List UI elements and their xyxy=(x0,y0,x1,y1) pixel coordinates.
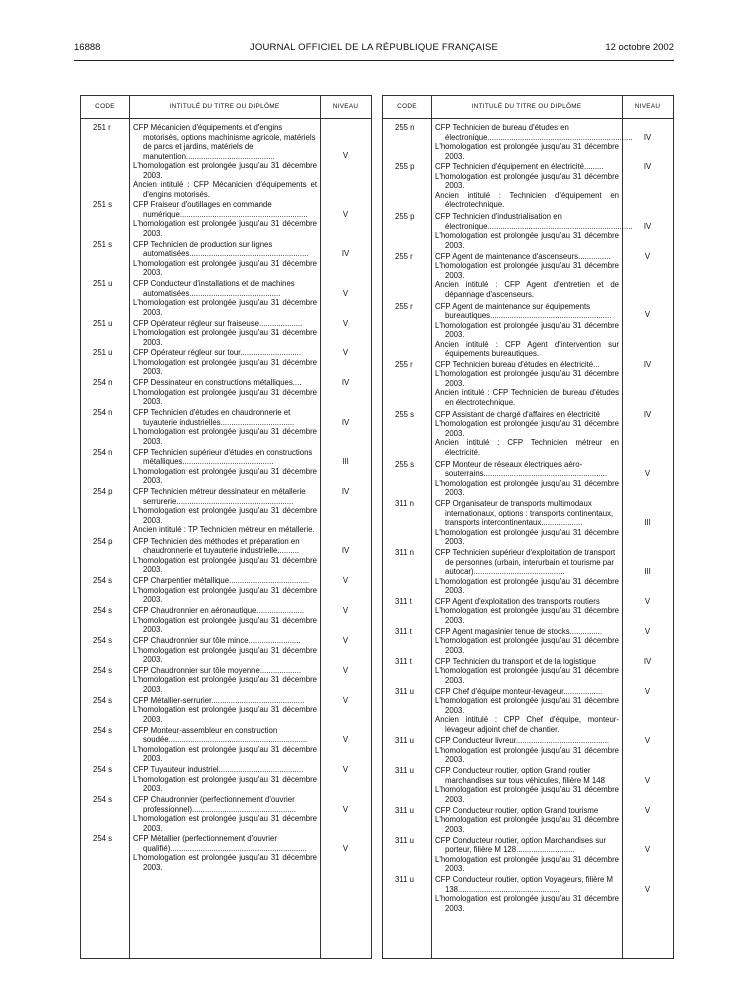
row-level-cell xyxy=(320,200,371,238)
page-number: 16888 xyxy=(74,42,101,53)
row-code: 254 s xyxy=(93,636,113,646)
row-code: 255 s xyxy=(395,459,415,469)
table-row xyxy=(81,576,371,605)
row-level: V xyxy=(342,665,349,675)
row-title xyxy=(129,319,320,348)
former-title-note: Ancien intitulé : CFP Mécanicien d'équipements et d'engins motorisés. xyxy=(133,180,317,199)
table-row xyxy=(81,636,371,665)
diploma-title: CFP Agent de maintenance sur équipements bureautiques........................................................ xyxy=(435,301,612,321)
homologation-note: L'homologation est prolongée jusqu'au 31 décembre 2003. xyxy=(133,161,317,180)
row-level: IV xyxy=(341,546,350,556)
diploma-title: CFP Technicien du transport et de la logistique xyxy=(435,656,596,666)
row-level-cell xyxy=(622,875,673,913)
row-title xyxy=(431,806,622,835)
former-title-note: Ancien intitulé : CFP Agent d'entretien et de dépannage d'ascenseurs. xyxy=(435,280,619,299)
row-code: 255 s xyxy=(395,409,415,419)
diploma-title: CFP Chaudronnier sur tôle moyenne................... xyxy=(133,665,301,675)
row-code: 255 r xyxy=(395,359,413,369)
diploma-title: CFP Monteur de réseaux électriques aéro-souterrains......................................................... xyxy=(435,459,608,479)
row-code: 254 n xyxy=(93,408,113,418)
row-level: V xyxy=(644,596,651,606)
diploma-title: CFP Métallier-serrurier........................................... xyxy=(133,695,305,705)
row-code: 251 u xyxy=(93,279,113,289)
row-level: V xyxy=(644,310,651,320)
row-title xyxy=(129,666,320,695)
row-level-cell xyxy=(622,836,673,874)
rows-left xyxy=(81,123,371,874)
row-level: IV xyxy=(643,409,652,419)
table-left xyxy=(80,95,372,959)
row-level-cell xyxy=(622,212,673,250)
row-level: V xyxy=(644,626,651,636)
row-level: V xyxy=(342,576,349,586)
table-row xyxy=(81,765,371,794)
homologation-note: L'homologation est prolongée jusqu'au 31 décembre 2003. xyxy=(435,369,619,388)
diploma-title: CFP Agent magasinier tenue de stocks............... xyxy=(435,626,603,636)
row-code: 251 r xyxy=(93,123,111,132)
row-title xyxy=(431,123,633,161)
row-level: V xyxy=(342,843,349,853)
table-row xyxy=(81,606,371,635)
header-code: CODE xyxy=(383,96,431,119)
diploma-title: CFP Dessinateur en constructions métalliques.... xyxy=(133,378,302,388)
table-row xyxy=(81,279,371,317)
row-level: V xyxy=(644,686,651,696)
former-title-note: Ancien intitulé : CFP Agent d'intervention sur équipements bureautiques. xyxy=(435,339,619,359)
row-title xyxy=(431,499,622,547)
table-row xyxy=(81,319,371,348)
row-title xyxy=(129,200,320,238)
homologation-note: L'homologation est prolongée jusqu'au 31 décembre 2003. xyxy=(435,576,619,596)
row-code: 311 n xyxy=(395,548,414,558)
diploma-title: CFP Technicien des méthodes et préparation en chaudronnerie et tuyauterie industrielle.......... xyxy=(133,536,300,556)
row-title xyxy=(129,408,320,446)
row-title xyxy=(431,460,622,498)
row-title xyxy=(129,726,320,764)
row-title xyxy=(431,302,622,359)
row-level: V xyxy=(342,348,349,358)
row-title xyxy=(431,836,622,874)
row-level-cell xyxy=(622,687,673,736)
row-level: IV xyxy=(643,162,652,172)
row-level-cell xyxy=(622,499,673,547)
former-title-note: Ancien intitulé : CFP Technicien de bureau d'études en électrotechnique. xyxy=(435,388,619,407)
table-row xyxy=(383,836,673,874)
row-level: V xyxy=(644,845,651,855)
row-level: V xyxy=(342,735,349,745)
homologation-note: L'homologation est prolongée jusqu'au 31 décembre 2003. xyxy=(133,555,317,575)
former-title-note: Ancien intitulé : CFP Technicien métreur en électricité. xyxy=(435,438,619,457)
homologation-note: L'homologation est prolongée jusqu'au 31 décembre 2003. xyxy=(133,506,317,525)
diploma-title: CFP Opérateur régleur sur tour............................ xyxy=(133,348,301,358)
row-title xyxy=(431,597,622,626)
row-code: 251 s xyxy=(93,200,113,210)
row-level: V xyxy=(342,318,349,328)
table-row xyxy=(383,410,673,459)
row-code: 311 t xyxy=(395,656,412,666)
row-level-cell xyxy=(622,302,673,359)
diploma-title: CFP Technicien de production sur lignes automatisées....................................................... xyxy=(133,239,309,259)
row-title xyxy=(129,765,320,794)
table-row xyxy=(383,302,673,359)
row-level-cell xyxy=(622,460,673,498)
row-level-cell xyxy=(622,766,673,804)
diploma-title: CFP Technicien supérieur d'études en constructions métalliques.......................................... xyxy=(133,447,313,467)
homologation-note: L'homologation est prolongée jusqu'au 31 décembre 2003. xyxy=(133,585,317,605)
table-right xyxy=(382,95,674,959)
row-code: 254 s xyxy=(93,606,113,616)
row-title xyxy=(129,378,320,407)
table-row xyxy=(81,726,371,764)
diploma-title: CFP Mécanicien d'équipements et d'engins motorisés, options machinisme agricole, matériels de parcs et jardins, matériels de manutention......................................... xyxy=(133,123,316,161)
homologation-note: L'homologation est prolongée jusqu'au 31 décembre 2003. xyxy=(435,261,619,280)
table-row xyxy=(81,378,371,407)
row-title xyxy=(129,696,320,725)
homologation-note: L'homologation est prolongée jusqu'au 31 décembre 2003. xyxy=(435,815,619,834)
row-title xyxy=(431,627,622,656)
row-level: IV xyxy=(643,132,652,142)
diploma-title: CFP Technicien d'industrialisation en électronique................................................................... xyxy=(435,212,633,231)
diploma-title: CFP Chef d'équipe monteur-levageur.................. xyxy=(435,686,603,696)
homologation-note: L'homologation est prolongée jusqu'au 31 décembre 2003. xyxy=(435,666,619,685)
row-level-cell xyxy=(320,795,371,833)
table-row xyxy=(81,348,371,377)
former-title-note: Ancien intitulé : CPP Chef d'équipe, monteur-levageur adjoint chef de chantier. xyxy=(435,715,619,734)
homologation-note: L'homologation est prolongée jusqu'au 31 décembre 2003. xyxy=(133,744,317,764)
row-title xyxy=(431,162,622,211)
row-title xyxy=(431,548,622,596)
diploma-title: CFP Opérateur régleur sur fraiseuse.................... xyxy=(133,318,303,328)
row-level: V xyxy=(644,736,651,746)
row-level: IV xyxy=(341,249,350,259)
row-title xyxy=(431,875,622,913)
homologation-note: L'homologation est prolongée jusqu'au 31 décembre 2003. xyxy=(133,675,317,694)
header-code: CODE xyxy=(81,96,129,119)
row-code: 254 s xyxy=(93,665,113,675)
row-title xyxy=(129,576,320,605)
homologation-note: L'homologation est prolongée jusqu'au 31 décembre 2003. xyxy=(133,328,317,347)
row-level-cell xyxy=(320,576,371,605)
header-level: NIVEAU xyxy=(622,96,673,119)
row-code: 255 r xyxy=(395,251,413,261)
table-row xyxy=(383,657,673,686)
homologation-note: L'homologation est prolongée jusqu'au 31 décembre 2003. xyxy=(435,636,619,655)
row-level-cell xyxy=(320,834,371,872)
diploma-title: CFP Métallier (perfectionnement d'ouvrier qualifié)............................................................... xyxy=(133,834,307,853)
row-code: 254 s xyxy=(93,795,113,805)
publication-date: 12 octobre 2002 xyxy=(605,42,674,53)
homologation-note: L'homologation est prolongée jusqu'au 31 décembre 2003. xyxy=(435,606,619,625)
homologation-note: L'homologation est prolongée jusqu'au 31 décembre 2003. xyxy=(133,615,317,635)
former-title-note: Ancien intitulé : TP Technicien métreur en métallerie. xyxy=(133,525,315,535)
diploma-title: CFP Technicien supérieur d'exploitation de transport de personnes (urbain, interurbain et tourisme par autocar).......................................... xyxy=(435,548,616,577)
diploma-title: CFP Organisateur de transports multimodaux internationaux, options : transports continentaux, transports intercontinentaux................... xyxy=(435,499,614,528)
row-code: 254 s xyxy=(93,765,113,775)
former-title-note: Ancien intitulé : Technicien d'équipement en électrotechnique. xyxy=(435,190,619,210)
row-code: 311 n xyxy=(395,499,414,509)
table-row xyxy=(383,460,673,498)
homologation-note: L'homologation est prolongée jusqu'au 31 décembre 2003. xyxy=(435,527,619,547)
diploma-title: CFP Technicien de bureau d'études en électronique................................................................... xyxy=(435,123,633,142)
row-code: 255 p xyxy=(395,212,415,222)
diploma-title: CFP Agent de maintenance d'ascenseurs............... xyxy=(435,251,611,261)
table-row xyxy=(383,597,673,626)
row-level: IV xyxy=(341,417,350,427)
diploma-title: CFP Conducteur routier, option Grand tourisme xyxy=(435,805,599,815)
diploma-title: CFP Technicien d'équipement en électricité......... xyxy=(435,162,604,172)
row-code: 254 s xyxy=(93,725,113,735)
diploma-title: CFP Conducteur routier, option Marchandises sur porteur, filière M 128........................... xyxy=(435,835,607,855)
row-level: V xyxy=(342,288,349,298)
row-title xyxy=(431,410,622,459)
diploma-title: CFP Chaudronnier sur tôle mince........................ xyxy=(133,636,301,646)
homologation-note: L'homologation est prolongée jusqu'au 31 décembre 2003. xyxy=(435,171,619,191)
row-level-cell xyxy=(622,657,673,686)
diploma-title: CFP Agent d'exploitation des transports routiers xyxy=(435,596,600,606)
row-level: V xyxy=(644,251,651,261)
row-code: 311 u xyxy=(395,875,414,885)
row-level: V xyxy=(342,636,349,646)
homologation-note: L'homologation est prolongée jusqu'au 31 décembre 2003. xyxy=(435,785,619,804)
diploma-title: CFP Assistant de chargé d'affaires en électricité xyxy=(435,409,601,419)
row-level-cell xyxy=(320,279,371,317)
row-level: IV xyxy=(341,487,350,497)
row-title xyxy=(129,348,320,377)
row-level-cell xyxy=(622,252,673,301)
table-row xyxy=(81,795,371,833)
row-title xyxy=(129,606,320,635)
table-row xyxy=(383,875,673,913)
table-row xyxy=(383,806,673,835)
homologation-note: L'homologation est prolongée jusqu'au 31 décembre 2003. xyxy=(435,478,619,498)
page-header xyxy=(74,42,674,56)
row-level: V xyxy=(342,209,349,219)
row-level: IV xyxy=(643,221,652,231)
header-title: INTITULÉ DU TITRE OU DIPLÔME xyxy=(431,96,622,119)
homologation-note: L'homologation est prolongée jusqu'au 31 décembre 2003. xyxy=(435,320,619,340)
row-level-cell xyxy=(622,123,673,161)
row-code: 255 p xyxy=(395,162,415,172)
rows-right xyxy=(383,123,673,914)
row-title xyxy=(129,123,320,199)
row-level-cell xyxy=(320,448,371,486)
row-level: III xyxy=(644,518,651,528)
row-title xyxy=(129,279,320,317)
homologation-note: L'homologation est prolongée jusqu'au 31 décembre 2003. xyxy=(133,258,317,278)
homologation-note: L'homologation est prolongée jusqu'au 31 décembre 2003. xyxy=(133,357,317,377)
table-row xyxy=(383,766,673,804)
homologation-note: L'homologation est prolongée jusqu'au 31 décembre 2003. xyxy=(133,387,317,407)
homologation-note: L'homologation est prolongée jusqu'au 31 décembre 2003. xyxy=(435,231,619,250)
header-title: INTITULÉ DU TITRE OU DIPLÔME xyxy=(129,96,320,119)
homologation-note: L'homologation est prolongée jusqu'au 31 décembre 2003. xyxy=(133,427,317,446)
row-title xyxy=(431,212,633,250)
row-level-cell xyxy=(320,537,371,575)
row-level-cell xyxy=(622,548,673,596)
row-level: V xyxy=(342,804,349,814)
row-level-cell xyxy=(622,597,673,626)
homologation-note: L'homologation est prolongée jusqu'au 31 décembre 2003. xyxy=(133,645,317,665)
row-level: V xyxy=(342,150,349,160)
row-code: 311 u xyxy=(395,686,414,696)
table-row xyxy=(81,240,371,278)
row-level-cell xyxy=(320,666,371,695)
row-code: 311 t xyxy=(395,596,412,606)
row-title xyxy=(129,240,320,278)
row-level: III xyxy=(644,567,651,577)
row-code: 311 u xyxy=(395,736,414,746)
table-row xyxy=(81,666,371,695)
row-level-cell xyxy=(320,487,371,536)
row-code: 311 u xyxy=(395,835,414,845)
table-row xyxy=(81,537,371,575)
row-level-cell xyxy=(320,240,371,278)
table-row xyxy=(81,408,371,446)
homologation-note: L'homologation est prolongée jusqu'au 31 décembre 2003. xyxy=(435,894,619,913)
homologation-note: L'homologation est prolongée jusqu'au 31 décembre 2003. xyxy=(435,696,619,715)
homologation-note: L'homologation est prolongée jusqu'au 31 décembre 2003. xyxy=(435,142,619,161)
row-title xyxy=(431,252,622,301)
table-row xyxy=(383,162,673,211)
row-code: 254 n xyxy=(93,447,113,457)
homologation-note: L'homologation est prolongée jusqu'au 31 décembre 2003. xyxy=(133,219,317,238)
row-code: 254 s xyxy=(93,576,113,586)
row-title xyxy=(129,834,320,872)
homologation-note: L'homologation est prolongée jusqu'au 31 décembre 2003. xyxy=(133,853,317,872)
row-level-cell xyxy=(320,726,371,764)
diploma-title: CFP Conducteur livreur........................................... xyxy=(435,736,610,746)
row-level: V xyxy=(644,775,651,785)
row-level: V xyxy=(644,469,651,479)
row-level-cell xyxy=(320,408,371,446)
diploma-title: CFP Tuyauteur industriel....................................... xyxy=(133,765,304,775)
row-level-cell xyxy=(622,410,673,459)
homologation-note: L'homologation est prolongée jusqu'au 31 décembre 2003. xyxy=(435,745,619,765)
diploma-title: CFP Conducteur routier, option Grand routier marchandises sur tous véhicules, filière M 148 xyxy=(435,766,605,785)
diploma-title: CFP Technicien bureau d'études en électricité... xyxy=(435,359,600,369)
row-level: III xyxy=(342,457,349,467)
row-level: V xyxy=(342,765,349,775)
row-title xyxy=(129,537,320,575)
table-row xyxy=(383,123,673,161)
table-row xyxy=(81,448,371,486)
table-row xyxy=(383,736,673,765)
journal-title: JOURNAL OFFICIEL DE LA RÉPUBLIQUE FRANÇAISE xyxy=(249,42,499,53)
row-level: IV xyxy=(643,359,652,369)
row-level-cell xyxy=(622,360,673,409)
diploma-title: CFP Charpentier métallique..................................... xyxy=(133,576,310,586)
row-code: 311 u xyxy=(395,805,414,815)
row-level: IV xyxy=(643,656,652,666)
table-row xyxy=(81,200,371,238)
homologation-note: L'homologation est prolongée jusqu'au 31 décembre 2003. xyxy=(133,466,317,486)
homologation-note: L'homologation est prolongée jusqu'au 31 décembre 2003. xyxy=(133,774,317,794)
row-level-cell xyxy=(320,696,371,725)
row-level: V xyxy=(644,884,651,894)
row-level-cell xyxy=(320,123,371,199)
row-level-cell xyxy=(320,636,371,665)
row-title xyxy=(431,360,622,409)
homologation-note: L'homologation est prolongée jusqu'au 31 décembre 2003. xyxy=(435,854,619,874)
row-level: V xyxy=(644,805,651,815)
row-title xyxy=(431,766,622,804)
row-code: 311 t xyxy=(395,626,412,636)
homologation-note: L'homologation est prolongée jusqu'au 31 décembre 2003. xyxy=(435,419,619,438)
diploma-title: CFP Conducteur d'installations et de machines automatisées.......................................... xyxy=(133,279,295,298)
diploma-title: CFP Chaudronnier (perfectionnement d'ouvrier professionnel)................................................ xyxy=(133,795,296,814)
row-level-cell xyxy=(320,765,371,794)
header-rule xyxy=(74,60,674,61)
row-level-cell xyxy=(622,806,673,835)
row-code: 251 u xyxy=(93,348,113,358)
table-row xyxy=(383,627,673,656)
diploma-title: CFP Technicien d'études en chaudronnerie et tuyauterie industrielles.................................. xyxy=(133,408,295,427)
row-level-cell xyxy=(320,319,371,348)
header-level: NIVEAU xyxy=(320,96,371,119)
table-row xyxy=(383,212,673,250)
row-level-cell xyxy=(320,378,371,407)
row-title xyxy=(129,636,320,665)
row-code: 311 u xyxy=(395,766,414,776)
diploma-title: CFP Conducteur routier, option Voyageurs, filière M 138............................................... xyxy=(435,875,613,894)
row-code: 254 p xyxy=(93,487,113,497)
row-code: 251 u xyxy=(93,318,113,328)
table-row xyxy=(383,360,673,409)
diploma-title: CFP Chaudronnier en aéronautique...................... xyxy=(133,606,305,616)
row-code: 254 s xyxy=(93,834,113,844)
table-row xyxy=(383,548,673,596)
row-code: 254 p xyxy=(93,536,113,546)
table-row xyxy=(383,252,673,301)
row-code: 255 n xyxy=(395,123,415,132)
row-title xyxy=(129,487,320,536)
row-title xyxy=(129,795,320,833)
table-row xyxy=(383,499,673,547)
row-level: V xyxy=(342,606,349,616)
diploma-title: CFP Monteur-assembleur en construction soudée................................................................ xyxy=(133,725,308,745)
row-title xyxy=(431,736,622,765)
row-code: 254 n xyxy=(93,378,113,388)
homologation-note: L'homologation est prolongée jusqu'au 31 décembre 2003. xyxy=(133,298,317,317)
row-code: 251 s xyxy=(93,239,113,249)
homologation-note: L'homologation est prolongée jusqu'au 31 décembre 2003. xyxy=(133,705,317,724)
row-level-cell xyxy=(622,736,673,765)
diploma-title: CFP Fraiseur d'outillages en commande numérique........................................................... xyxy=(133,200,308,219)
row-level-cell xyxy=(622,627,673,656)
row-title xyxy=(431,657,622,686)
homologation-note: L'homologation est prolongée jusqu'au 31 décembre 2003. xyxy=(133,814,317,833)
table-row xyxy=(81,123,371,199)
table-row xyxy=(383,687,673,736)
row-level-cell xyxy=(320,606,371,635)
diploma-title: CFP Technicien métreur dessinateur en métallerie serrurerie...................................................... xyxy=(133,487,306,506)
row-title xyxy=(129,448,320,486)
table-row xyxy=(81,487,371,536)
row-level-cell xyxy=(622,162,673,211)
row-level: V xyxy=(342,695,349,705)
row-level-cell xyxy=(320,348,371,377)
row-code: 254 s xyxy=(93,695,113,705)
row-code: 255 r xyxy=(395,301,413,311)
table-row xyxy=(81,834,371,872)
row-title xyxy=(431,687,622,736)
row-level: IV xyxy=(341,378,350,388)
table-row xyxy=(81,696,371,725)
